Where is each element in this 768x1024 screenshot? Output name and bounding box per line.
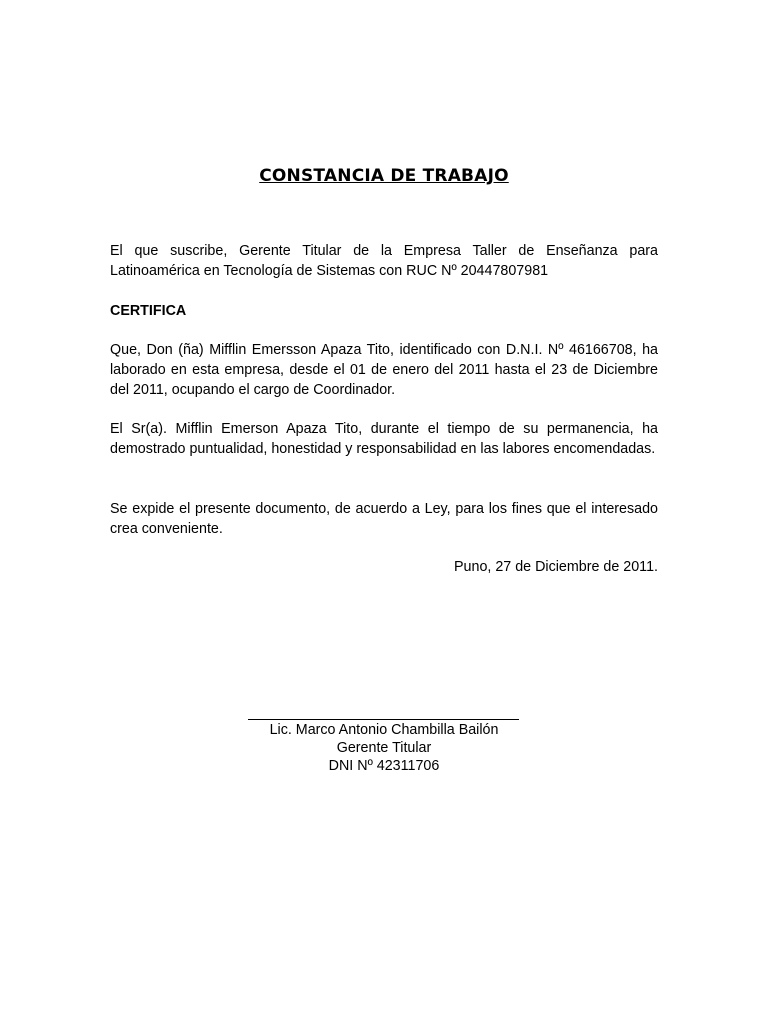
document-title: CONSTANCIA DE TRABAJO bbox=[259, 166, 509, 186]
signer-id: DNI Nº 42311706 bbox=[328, 758, 440, 774]
employment-paragraph: Que, Don (ña) Mifflin Emersson Apaza Tito, identificado con D.N.I. Nº 46166708, ha laborado en esta empresa, desde el 01 de enero del 2011 hasta el 23 de Diciembre del 2011, ocupando el cargo de Coordinador. bbox=[110, 342, 658, 398]
place-date: Puno, 27 de Diciembre de 2011. bbox=[454, 559, 658, 575]
signer-name: Lic. Marco Antonio Chambilla Bailón bbox=[269, 722, 499, 738]
signature-block bbox=[190, 721, 578, 775]
signature-line bbox=[248, 719, 519, 720]
intro-paragraph: El que suscribe, Gerente Titular de la Empresa Taller de Enseñanza para Latinoamérica en Tecnología de Sistemas con RUC Nº 20447807981 bbox=[110, 243, 658, 279]
issue-paragraph: Se expide el presente documento, de acuerdo a Ley, para los fines que el interesado crea conveniente. bbox=[110, 501, 658, 537]
certifica-heading: CERTIFICA bbox=[110, 303, 187, 319]
conduct-paragraph: El Sr(a). Mifflin Emerson Apaza Tito, durante el tiempo de su permanencia, ha demostrado puntualidad, honestidad y responsabilidad en las labores encomendadas. bbox=[110, 421, 658, 457]
signer-position: Gerente Titular bbox=[336, 740, 432, 756]
